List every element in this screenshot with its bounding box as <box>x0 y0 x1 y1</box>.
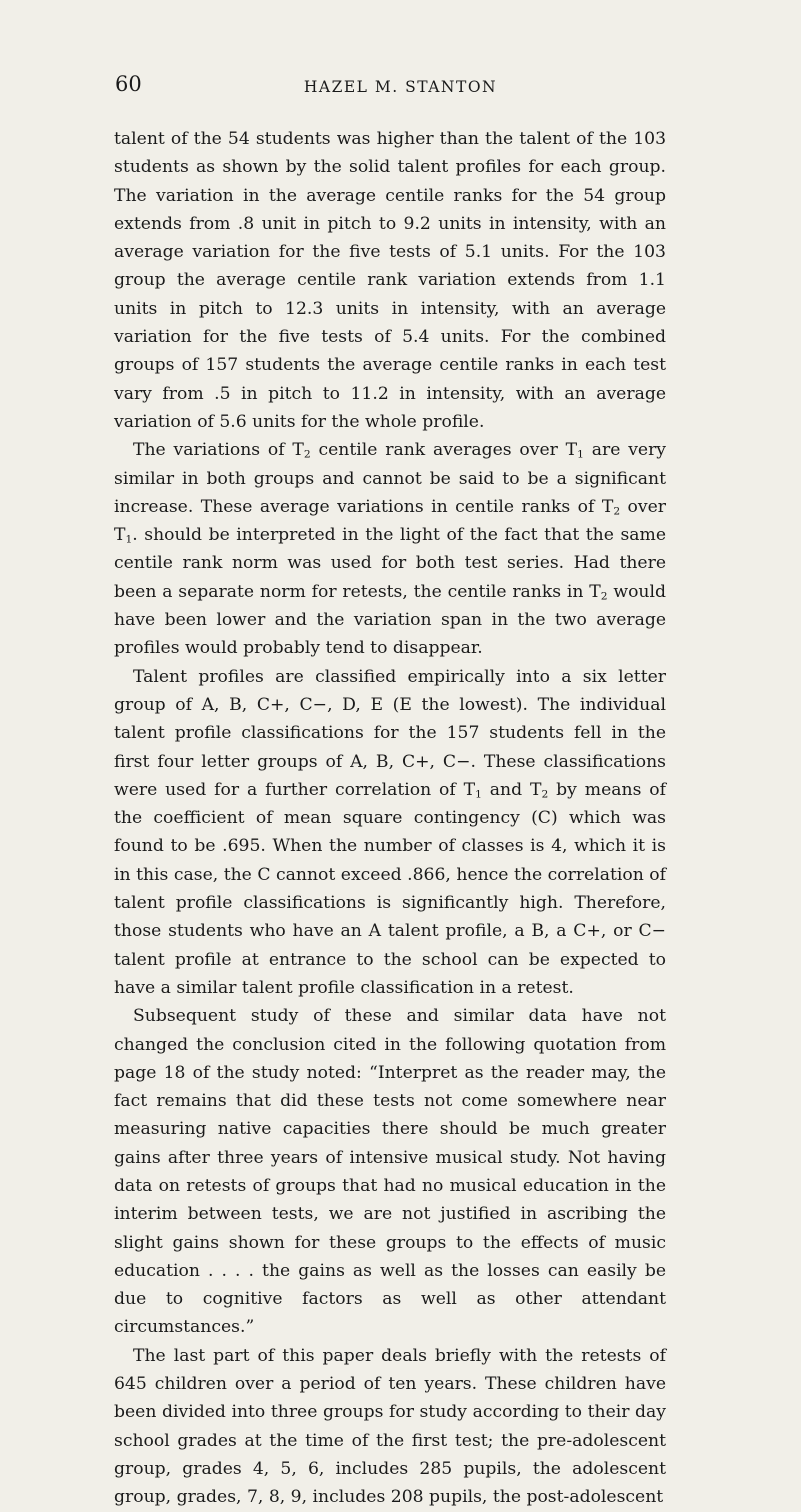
text-segment: talent of the 54 students was higher than the talent of the 103 students as shown by the solid talent profiles for each group. The variation in the average centile ranks for the 54 group extends from .8 unit in pitch to 9.2 units in intensity, with an average variation for the five tests of 5.1 units. For the 103 group the average centile rank variation extends from 1.1 units in pitch to 12.3 units in intensity, with an average variation for the five tests of 5.4 units. For the combined groups of 157 students the average centile ranks in each test vary from .5 in pitch to 11.2 in intensity, with an average variation of 5.6 units for the whole profile. <box>114 129 666 432</box>
paragraph-3 <box>114 663 666 1003</box>
text-segment: The last part of this paper deals briefly with the retests of 645 children over a period of ten years. These children have been divided into three groups for study according to their day school grades at the time of the first test; the pre-adolescent group, grades 4, 5, 6, includes 285 pupils, the adolescent group, grades, 7, 8, 9, includes 208 pupils, the post-adolescent <box>114 1345 666 1508</box>
text-segment: would have been lower and the variation span in the two average profiles would probably tend to disappear. <box>114 581 666 659</box>
paragraph-5 <box>114 1342 666 1512</box>
text-segment: by means of the coefficient of mean square contingency (C) which was found to be .695. When the number of classes is 4, which it is in this case, the C cannot exceed .866, hence the correlation of talent profile classifications is significantly high. Therefore, those students who have an A talent profile, a B, a C+, or C− talent profile at entrance to the school can be expected to have a similar talent profile classification in a retest. <box>114 779 667 998</box>
subscript: 2 <box>613 504 621 518</box>
paragraph-1 <box>114 125 666 436</box>
text-segment: over T <box>114 496 666 546</box>
page-number: 60 <box>115 72 142 96</box>
subscript: 1 <box>475 787 482 801</box>
paragraph-2 <box>114 436 666 662</box>
text-segment: Subsequent study of these and similar data have not changed the conclusion cited in the following quotation from page 18 of the study noted: “Interpret as the reader may, the fact remains that did these tests not come somewhere near measuring native capacities there should be much greater gains after three years of intensive musical study. Not having data on retests of groups that had no musical education in the interim between tests, we are not justified in ascribing the slight gains shown for these groups to the effects of music education . . . . the gains as well as the losses can easily be due to cognitive factors as well as other attendant circumstances.” <box>114 1006 666 1338</box>
text-segment: are very similar in both groups and cannot be said to be a significant increase. These average variations in centile ranks of T <box>114 440 666 517</box>
text-segment: The variations of T <box>133 440 304 461</box>
subscript: 1 <box>577 447 584 461</box>
text-segment: Talent profiles are classified empirically into a six letter group of A, B, C+, C−, D, E (E the lowest). The individual talent profile classifications for the 157 students fell in the first four letter groups of A, B, C+, C−. These classifications were used for a further correlation of T <box>114 666 666 800</box>
text-segment: centile rank averages over T <box>310 440 578 461</box>
text-segment: and T <box>481 779 542 800</box>
subscript: 2 <box>541 787 549 801</box>
running-head: HAZEL M. STANTON <box>303 78 498 96</box>
subscript: 2 <box>303 447 311 461</box>
subscript: 1 <box>125 532 133 546</box>
paragraph-4 <box>114 1002 666 1342</box>
text-segment: . should be interpreted in the light of the fact that the same centile rank norm was used for both test series. Had there been a separate norm for retests, the centile ranks in T <box>114 525 666 602</box>
subscript: 2 <box>600 589 608 603</box>
body-text <box>114 125 666 1512</box>
